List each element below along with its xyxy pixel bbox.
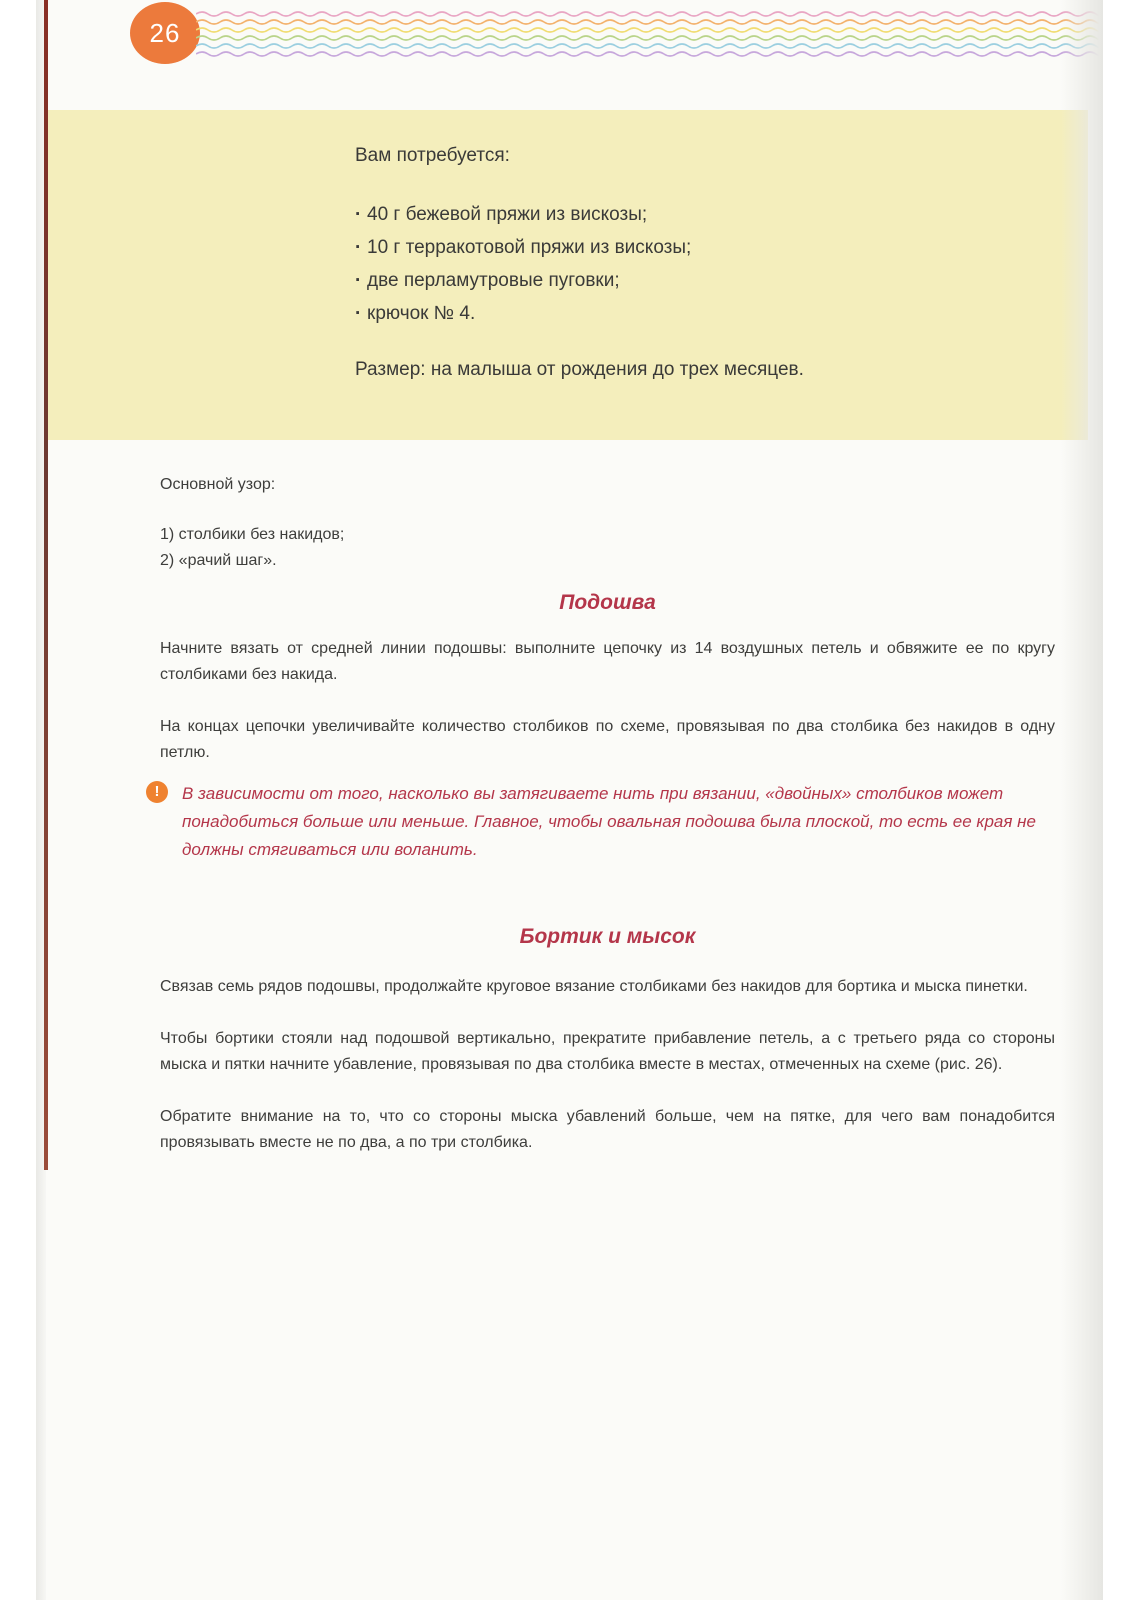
page-edge	[1103, 0, 1131, 1600]
materials-item: · две перламутровые пуговки;	[355, 264, 975, 297]
side-paragraph: Обратите внимание на то, что со стороны мыска убавлений больше, чем на пятке, для чего вам понадобится провязывать вместе не по два, а по три столбика.	[160, 1108, 1055, 1151]
decorative-waves	[196, 6, 1131, 68]
materials-list	[355, 198, 975, 330]
sole-paragraph: На концах цепочки увеличивайте количество столбиков по схеме, провязывая по два столбика без накидов в одну петлю.	[160, 718, 1055, 761]
materials-title: Вам потребуется:	[355, 145, 510, 166]
pattern-item: 1) столбики без накидов;	[160, 526, 345, 543]
section-title-sole: Подошва	[559, 591, 656, 614]
side-paragraph: Чтобы бортики стояли над подошвой вертикально, прекратите прибавление петель, а с третьего ряда со стороны мыска и пятки начните убавление, провязывая по два столбика вместе в местах, отмеченных на схеме (рис. 26).	[160, 1030, 1055, 1073]
page-number-badge: 26	[130, 2, 200, 64]
materials-item: · крючок № 4.	[355, 297, 975, 330]
sole-paragraph: Начните вязать от средней линии подошвы: выполните цепочку из 14 воздушных петель и обвяжите ее по кругу столбиками без накида.	[160, 640, 1055, 683]
tip-note	[154, 780, 1055, 864]
size-text: Размер: на малыша от рождения до трех месяцев.	[355, 359, 804, 380]
materials-item: · 40 г бежевой пряжи из вискозы;	[355, 198, 975, 231]
side-paragraph: Связав семь рядов подошвы, продолжайте круговое вязание столбиками без накидов для бортика и мыска пинетки.	[160, 978, 1028, 995]
materials-panel	[48, 110, 1088, 440]
materials-content	[355, 144, 975, 401]
main-content	[154, 472, 1055, 1156]
section-title-side: Бортик и мысок	[519, 925, 696, 948]
pattern-title: Основной узор:	[160, 476, 276, 493]
materials-item: · 10 г терракотовой пряжи из вискозы;	[355, 231, 975, 264]
tip-note-text: В зависимости от того, насколько вы затягиваете нить при вязании, «двойных» столбиков может понадобиться больше или меньше. Главное, чтобы овальная подошва была плоской, то есть ее края не должны стягиваться или воланить.	[182, 784, 1036, 859]
pattern-item: 2) «рачий шаг».	[160, 552, 277, 569]
page-header	[48, 0, 1088, 80]
exclamation-icon: !	[146, 781, 168, 803]
left-margin	[0, 0, 36, 1600]
